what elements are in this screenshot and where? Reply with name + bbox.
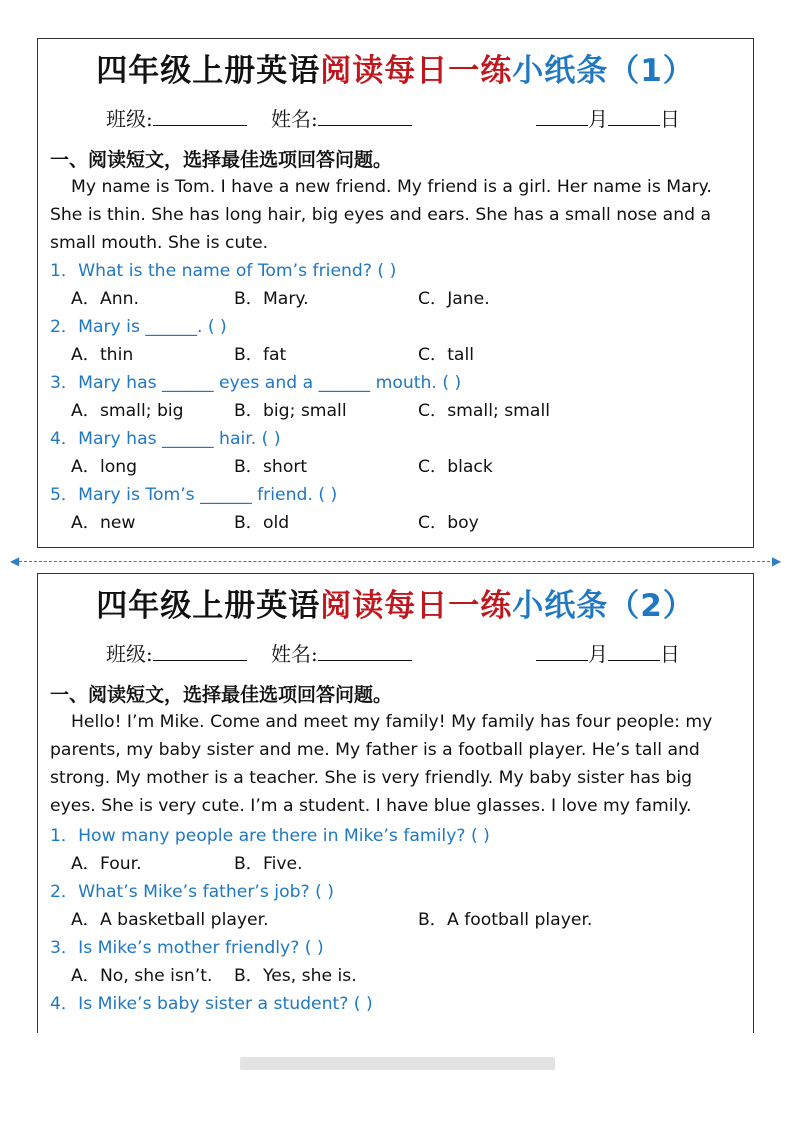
option-b[interactable]: B．A football player.	[418, 910, 593, 930]
question-text: 1．What is the name of Tom’s friend? ( )	[50, 261, 397, 281]
day-label: 日	[660, 107, 680, 131]
day-label: 日	[660, 642, 680, 666]
cut-line-left-arrow-icon: ◀	[10, 554, 20, 568]
question-1	[50, 257, 396, 285]
option-c[interactable]: C．Jane.	[418, 289, 490, 309]
option-b[interactable]: B．Five.	[234, 854, 303, 874]
name-blank[interactable]	[318, 107, 412, 126]
question-2	[50, 878, 334, 906]
option-b[interactable]: B．Mary.	[234, 289, 309, 309]
name-label: 姓名:	[271, 642, 318, 666]
title-part-slip: 小纸条	[512, 53, 609, 89]
cut-line-divider	[14, 561, 780, 562]
worksheet-title	[38, 580, 753, 625]
options-5	[50, 509, 740, 537]
class-blank[interactable]	[153, 642, 247, 661]
question-text: 3．Is Mike’s mother friendly? ( )	[50, 938, 324, 958]
option-c[interactable]: C．boy	[418, 513, 479, 533]
options-4	[50, 453, 740, 481]
title-part-grade: 四年级上册英语	[96, 53, 321, 89]
option-a[interactable]: A．A basketball player.	[71, 910, 269, 930]
options-3	[50, 397, 740, 425]
month-label: 月	[588, 107, 608, 131]
option-c[interactable]: C．black	[418, 457, 493, 477]
options-3	[50, 962, 740, 990]
day-blank[interactable]	[608, 107, 660, 126]
cut-line-right-arrow-icon: ▶	[772, 554, 782, 568]
option-a[interactable]: A．long	[71, 457, 138, 477]
option-b[interactable]: B．fat	[234, 345, 287, 365]
title-part-number: （1）	[608, 53, 695, 89]
question-text: 2．What’s Mike’s father’s job? ( )	[50, 882, 334, 902]
title-part-grade: 四年级上册英语	[96, 588, 321, 624]
option-b[interactable]: B．Yes, she is.	[234, 966, 357, 986]
question-text: 2．Mary is ______. ( )	[50, 317, 227, 337]
question-text: 3．Mary has ______ eyes and a ______ mouth. ( )	[50, 373, 462, 393]
day-blank[interactable]	[608, 642, 660, 661]
month-label: 月	[588, 642, 608, 666]
month-blank[interactable]	[536, 107, 588, 126]
worksheet-card-1	[37, 38, 754, 548]
option-a[interactable]: A．No, she isn’t.	[71, 966, 213, 986]
option-b[interactable]: B．short	[234, 457, 308, 477]
name-field	[271, 638, 412, 667]
name-field	[271, 103, 412, 132]
class-blank[interactable]	[153, 107, 247, 126]
question-text: 1．How many people are there in Mike’s family? ( )	[50, 826, 490, 846]
title-part-number: （2）	[608, 588, 695, 624]
title-part-slip: 小纸条	[512, 588, 609, 624]
options-1	[50, 850, 740, 878]
option-a[interactable]: A．Four.	[71, 854, 142, 874]
option-b[interactable]: B．big; small	[234, 401, 347, 421]
options-2	[50, 341, 740, 369]
worksheet-card-2	[37, 573, 754, 1033]
option-c[interactable]: C．tall	[418, 345, 475, 365]
reading-passage: My name is Tom. I have a new friend. My friend is a girl. Her name is Mary. She is thin. She has long hair, big eyes and ears. She has a small nose and a small mouth. She is cute.	[50, 177, 712, 253]
name-blank[interactable]	[318, 642, 412, 661]
question-text: 4．Is Mike’s baby sister a student? ( )	[50, 994, 373, 1014]
name-label: 姓名:	[271, 107, 318, 131]
question-text: 4．Mary has ______ hair. ( )	[50, 429, 281, 449]
question-2	[50, 313, 227, 341]
question-4	[50, 990, 373, 1018]
option-b[interactable]: B．old	[234, 513, 290, 533]
option-a[interactable]: A．thin	[71, 345, 134, 365]
question-text: 5．Mary is Tom’s ______ friend. ( )	[50, 485, 338, 505]
reading-passage: Hello! I’m Mike. Come and meet my family! My family has four people: my parents, my baby sister and me. My father is a football player. He’s tall and strong. My mother is a teacher. She is very friendly. My baby sister has big eyes. She is very cute. I’m a student. I have blue glasses. I love my family.	[50, 712, 713, 816]
class-label: 班级:	[106, 642, 153, 666]
options-1	[50, 285, 740, 313]
question-1	[50, 822, 490, 850]
class-field	[106, 103, 247, 132]
title-part-practice: 阅读每日一练	[320, 53, 513, 89]
option-a[interactable]: A．new	[71, 513, 136, 533]
option-a[interactable]: A．Ann.	[71, 289, 139, 309]
class-label: 班级:	[106, 107, 153, 131]
title-part-practice: 阅读每日一练	[320, 588, 513, 624]
question-3	[50, 369, 461, 397]
month-blank[interactable]	[536, 642, 588, 661]
section-heading: 一、阅读短文，选择最佳选项回答问题。	[50, 149, 393, 171]
section-heading: 一、阅读短文，选择最佳选项回答问题。	[50, 684, 393, 706]
date-field	[536, 103, 680, 132]
question-4	[50, 425, 281, 453]
option-c[interactable]: C．small; small	[418, 401, 551, 421]
question-5	[50, 481, 337, 509]
options-2	[50, 906, 740, 934]
class-field	[106, 638, 247, 667]
date-field	[536, 638, 680, 667]
question-3	[50, 934, 324, 962]
option-a[interactable]: A．small; big	[71, 401, 184, 421]
watermark-redaction	[240, 1057, 555, 1070]
worksheet-title	[38, 45, 753, 90]
